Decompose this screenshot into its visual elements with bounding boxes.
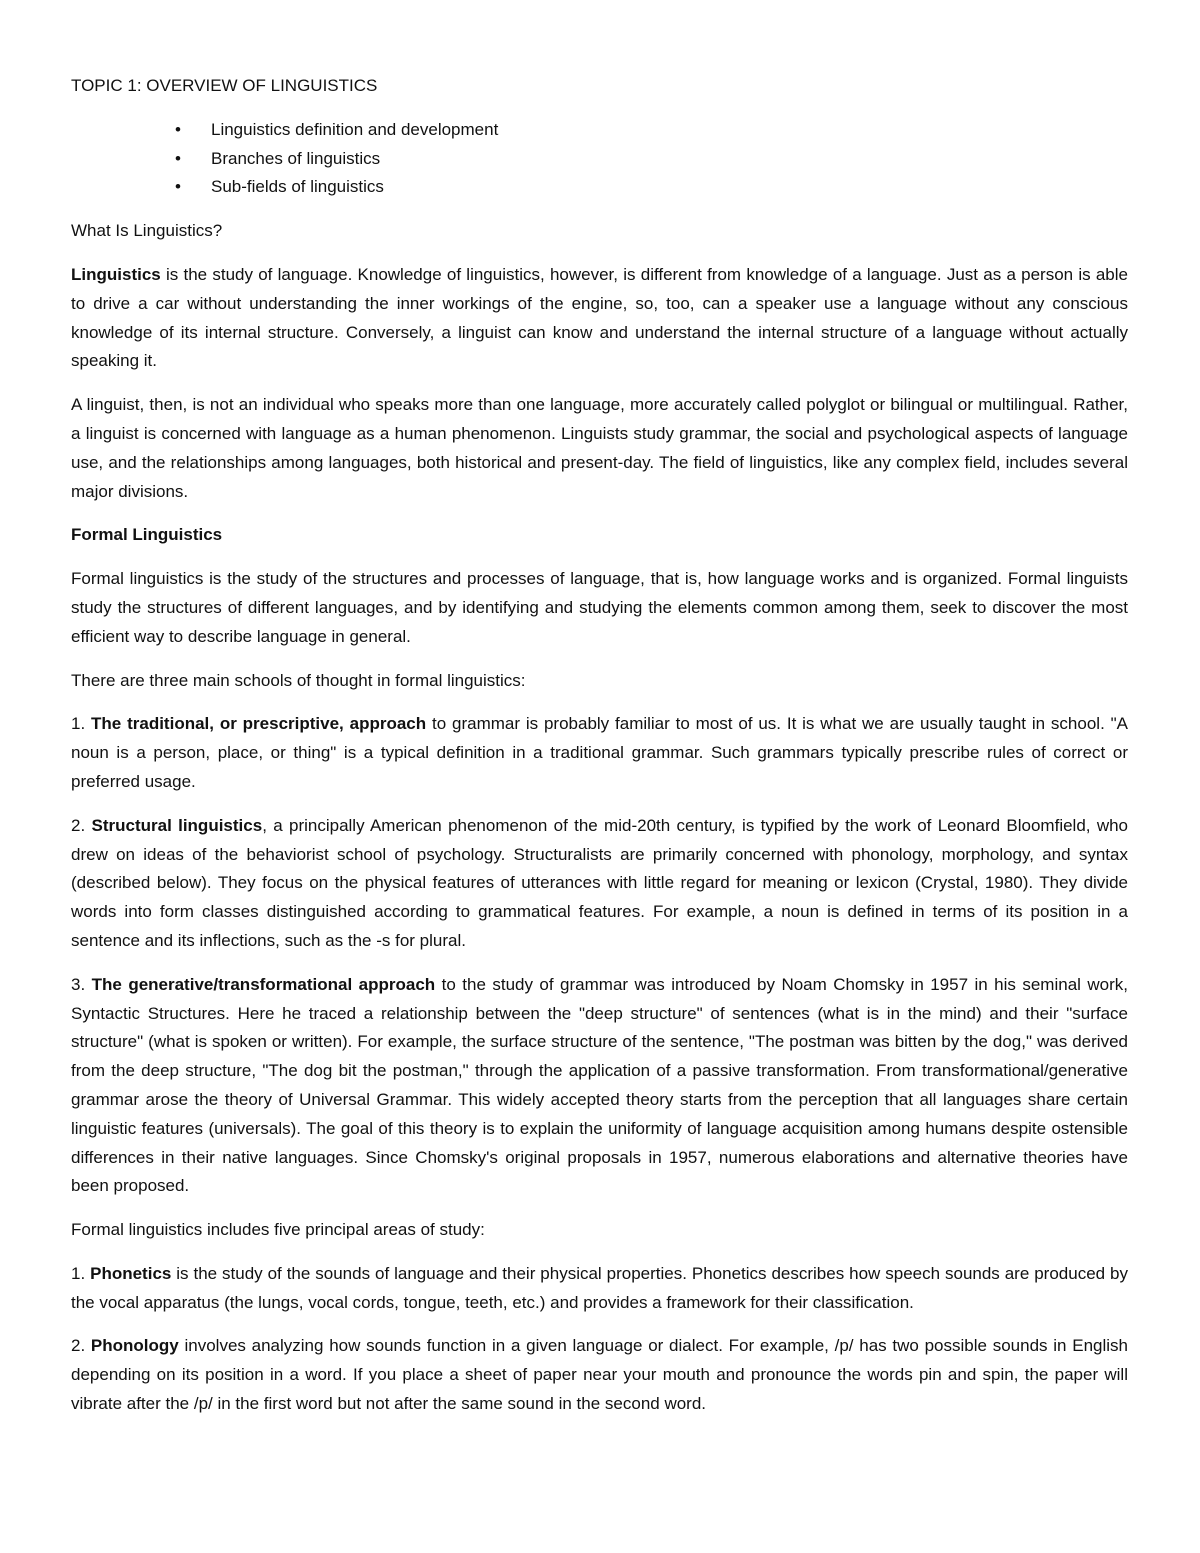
area-item xyxy=(71,1332,1128,1418)
list-item-text: Linguistics definition and development xyxy=(211,119,499,139)
school-item xyxy=(71,971,1128,1201)
list-item-text: Sub-fields of linguistics xyxy=(211,177,384,197)
item-text: to the study of grammar was introduced by Noam Chomsky in 1957 in his seminal work, Syntactic Structures. Here he traced a relationship between the "deep structure" of sentences (what is in the mind) and their "surface structure" (what is spoken or written). For example, the surface structure of the sentence, "The postman was bitten by the dog," was derived from the deep structure, "The dog bit the postman," through the application of a passive transformation. From transformational/generative grammar arose the theory of Universal Grammar. This widely accepted theory starts from the perception that all languages share certain linguistic features (universals). The goal of this theory is to explain the uniformity of language acquisition among humans despite ostensible differences in their native languages. Since Chomsky's original proposals in 1957, numerous elaborations and alternative theories have been proposed. xyxy=(71,974,1128,1196)
item-number: 2. xyxy=(71,1336,91,1356)
item-text: is the study of the sounds of language and their physical properties. Phonetics describes how speech sounds are produced by the vocal apparatus (the lungs, vocal cords, tongue, teeth, etc.) and provides a framework for their classification. xyxy=(71,1263,1128,1312)
item-term: Phonetics xyxy=(90,1263,172,1283)
paragraph-text: is the study of language. Knowledge of linguistics, however, is different from knowledge of a language. Just as a person is able to drive a car without understanding the inner workings of the engine, so, too, can a speaker use a language without any conscious knowledge of its internal structure. Conversely, a linguist can know and understand the internal structure of a language without actually speaking it. xyxy=(71,264,1128,371)
document-page xyxy=(71,72,1128,1434)
item-text: , a principally American phenomenon of the mid-20th century, is typified by the work of Leonard Bloomfield, who drew on ideas of the behaviorist school of psychology. Structuralists are primarily concerned with phonology, morphology, and syntax (described below). They focus on the physical features of utterances with little regard for meaning or lexicon (Crystal, 1980). They divide words into form classes distinguished according to grammatical features. For example, a noun is defined in terms of its position in a sentence and its inflections, such as the -s for plural. xyxy=(71,815,1128,950)
list-item-text: Branches of linguistics xyxy=(211,148,381,168)
school-item xyxy=(71,812,1128,956)
list-item xyxy=(71,145,1128,174)
topic-list xyxy=(71,116,1128,202)
bullet-icon: • xyxy=(175,148,181,168)
area-item xyxy=(71,1260,1128,1318)
paragraph-schools-intro: There are three main schools of thought in formal linguistics: xyxy=(71,670,526,690)
paragraph-definition xyxy=(71,261,1128,376)
item-number: 1. xyxy=(71,714,92,734)
item-term: The generative/transformational approach xyxy=(91,974,436,994)
item-text: involves analyzing how sounds function in a given language or dialect. For example, /p/ has two possible sounds in English depending on its position in a word. If you place a sheet of paper near your mouth and pronounce the words pin and spin, the paper will vibrate after the /p/ in the first word but not after the same sound in the second word. xyxy=(71,1336,1128,1414)
item-term: Phonology xyxy=(90,1336,179,1356)
item-number: 2. xyxy=(71,815,92,835)
item-text: to grammar is probably familiar to most of us. It is what we are usually taught in school. "A noun is a person, place, or thing" is a typical definition in a traditional grammar. Such grammars typically prescribe rules of correct or preferred usage. xyxy=(71,714,1129,791)
list-item xyxy=(71,173,1128,202)
bullet-icon: • xyxy=(175,177,181,197)
list-item xyxy=(71,116,1128,145)
bullet-icon: • xyxy=(175,119,181,139)
document-title: TOPIC 1: OVERVIEW OF LINGUISTICS xyxy=(71,76,378,95)
paragraph-formal-linguistics: Formal linguistics is the study of the structures and processes of language, that is, how language works and is organized. Formal linguists study the structures of different languages, and by identifying and studying the elements common among them, seek to discover the most efficient way to describe language in general. xyxy=(71,569,1128,646)
school-item xyxy=(71,710,1128,796)
item-term: Structural linguistics xyxy=(91,815,263,835)
item-number: 3. xyxy=(71,974,92,994)
section-heading-formal-linguistics xyxy=(71,521,1128,550)
term-linguistics: Linguistics xyxy=(71,264,161,284)
item-number: 1. xyxy=(71,1263,91,1283)
section-heading-what-is-linguistics: What Is Linguistics? xyxy=(71,221,223,241)
paragraph-linguist: A linguist, then, is not an individual who speaks more than one language, more accurately called polyglot or bilingual or multilingual. Rather, a linguist is concerned with language as a human phenomenon. Linguists study grammar, the social and psychological aspects of language use, and the relationships among languages, both historical and present-day. The field of linguistics, like any complex field, includes several major divisions. xyxy=(71,395,1128,501)
heading-text: Formal Linguistics xyxy=(71,525,223,545)
paragraph-areas-intro: Formal linguistics includes five principal areas of study: xyxy=(71,1220,485,1240)
item-term: The traditional, or prescriptive, approach xyxy=(91,714,427,734)
